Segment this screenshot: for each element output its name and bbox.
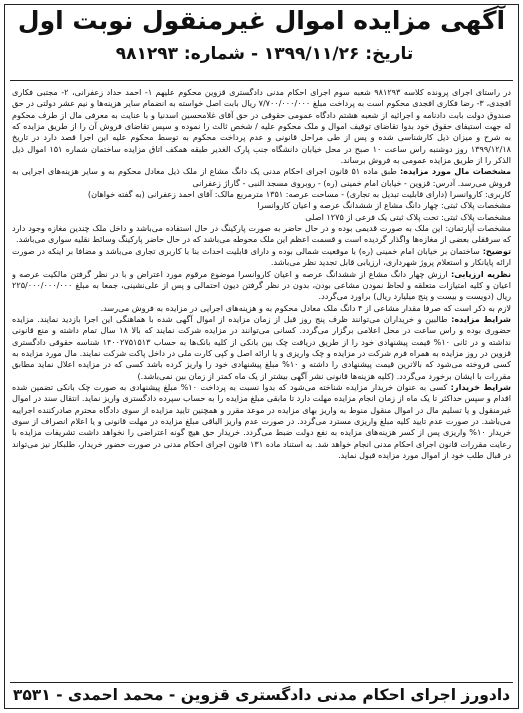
signature-line: دادورز اجرای احکام مدنی دادگستری قزوین - محمد احمدی - ۳۵۳۱ — [12, 686, 511, 704]
valuation-paragraph — [12, 269, 511, 303]
note-text: ساختمان بر خیابان امام خمینی (ره) با موقعیت شمالی بوده و دارای قابلیت احداث بنا با کاربری تجاری می‌باشد و مضافا بر اینکه در صورت ارائه پایانکار و استعلام پروژ شهرداری، ارزیابی قابل تجدید نظر می‌باشد. — [12, 245, 511, 268]
usage-line: کاربری: کاروانسرا (دارای قابلیت تبدیل به تجاری) - مساحت عرصه: ۱۳۵۱ مترمربع مالک: آقای احمد زعفرانی (به گفته خواهان) — [87, 189, 511, 200]
notice-title: آگهی مزایده اموال غیرمنقول نوبت اول — [17, 6, 506, 35]
valuation-heading: نظریه ارزیابی: — [450, 268, 511, 279]
intro-paragraph: در راستای اجرای پرونده کلاسه ۹۸۱۲۹۳ شعبه سوم اجرای احکام مدنی دادگستری قزوین محکوم علیهم ۱- احمد حداد زعفرانی، ۲- مجتبی فکاری افجدی، ۳- رضا فکاری افجدی محکوم است به پرداخت مبلغ ۷/۷۰۰/۰۰۰/۰۰۰ ریال بابت اصل خواسته به انضمام سایر هزینه‌ها و نیم عشر دولتی در حق صندوق دولت بابت دادنامه و اجرائیه از شعبه هشتم دادگاه عمومی حقوقی در حق آقای غلامحسین اسدنیا و با عنایت به معرفی مال از طرف محکوم له جهت استیفای حقوق خود بدوا تقاضای توقیف اموال و ملک محکوم علیه / شخص ثالث را نموده و سپس تقاضای فروش آن را از طریق مزایده که به شرح و میزان ذیل کارشناسی شده و پس از طی مراحل قانونی و عدم پرداخت محکوم به توسط محکوم علیه این اجرا قصد دارد در تاریخ ۱۳۹۹/۱۲/۱۸ روز دوشنبه راس ساعت ۱۰ صبح در محل خیابان دانشگاه جنب پارک الغدیر طبقه همکف اتاق مزایده ساختمان شماره ۱۵۱ اموال ذیل الذکر را از طریق مزایده عمومی به فروش برساند. — [12, 87, 511, 166]
remark-paragraph: لازم به ذکر است که صرفا مقدار مشاعی از ۴ دانگ ملک معادل محکوم به و هزینه‌های اجرایی در مزایده به فروش می‌رسد. — [100, 302, 511, 313]
terms-paragraph — [12, 314, 511, 382]
note-paragraph — [12, 246, 511, 269]
property-spec-heading: مشخصات مال مورد مزایده: — [399, 166, 511, 177]
terms-text: طالبین و خریداران می‌توانند ظرف پنج روز قبل از زمان مزایده از اموال آگهی شده با هماهنگی این اجرا بازدید نمایند. مزایده حضوری بوده و راس ساعت در محل اعلامی برگزار می‌گردد. کسانی می‌توانند در مزایده شرکت نمایند که بالا ۱۸ سال تمام داشته و منع قانونی نداشته و در ثانی ۱۰% قیمت پیشنهادی خود را از طریق دریافت چک بین بانکی از کلیه بانک‌ها به حساب ۱۴۰۰۲۷۵۱۵۱۳ شناسه حقوقی دادگستری قزوین در روز مزایده به همراه فرم شرکت در مزایده و چک واریزی و یا ارائه اصل و کپی کارت ملی در داخل پاکت شرکت نمایند. مال مورد مزایده به کسی فروخته می‌شود که بالاترین قیمت پیشنهادی را داشته و ۱۰% مبلغ پیشنهادی خود را واریز کرده باشد کسی که در مزایده اعلال نماید مطابق مقررات با ایشان برخورد می‌گردد. (کلیه هزینه‌ها قانونی نشر آگهی بیشتر از یک ماه کمتر از زمان بین نمی‌باشد.) — [12, 313, 511, 381]
deed-line: مشخصات پلاک ثبتی: چهار دانگ مشاع از ششدانگ عرصه و اعیان کاروانسرا — [257, 200, 511, 211]
buyer-heading: شرایط خریدار: — [450, 381, 511, 392]
terms-heading: شرایط مزایده: — [451, 313, 511, 324]
notice-body — [12, 87, 511, 677]
note-heading: توضیح: — [482, 245, 511, 256]
property-spec-paragraph — [12, 166, 511, 189]
buyer-paragraph — [12, 382, 511, 461]
footer-divider — [10, 682, 513, 683]
buyer-text: کسی به عنوان خریدار مزایده شناخته می‌شود که بدوا نسبت به پرداخت ۱۰% مبلغ پیشنهادی به صورت چک بانکی تضمین شده اقدام و سپس حداکثر تا یک ماه از زمان انجام مزایده مهلت دارد تا مابقی مبلغ مزایده را به حساب سپرده دادگستری واریز نماید. انتقال سند در اموال غیرمنقول و یا تسلیم مال در اموال منقول منوط به واریز بهای مزایده در موعد مقرر و همچنین تایید مزایده از سوی دادگاه محترم صادرکننده اجراییه می‌باشد. در صورت عدم تایید کلیه مبلغ واریزی مسترد می‌گردد. در صورت عدم واریز الباقی مبلغ مزایده در مهلت قانونی و یا اعلام انصراف از سوی خریدار ۱۰% واریزی پس از کسر هزینه‌های مزایده به نفع دولت ضبط می‌گردد. خریدار حق هیچ گونه اعتراضی را نخواهد داشت تشریفات مزایده با رعایت مقررات قانون اجرای احکام مدنی انجام خواهد شد. به استناد ماده ۱۳۱ قانون اجرای احکام مدنی در صورت حضور خریدار، طلبکار نیز می‌تواند در قبال طلب خود از اموال مورد مزایده قبول نماید. — [12, 381, 511, 460]
apartment-paragraph: مشخصات آپارتمان: این ملک به صورت قدیمی بوده و در حال حاضر به صورت پارکینگ در حال استفاده می‌باشد و داخل ملک چندین مغازه وجود دارد که سرقفلی بعضی از مغازه‌ها واگذار گردیده است و قسمت اعظم این ملک محوطه می‌باشد که در حال حاضر پارکینگ وسائط نقلیه سواری می‌باشد. — [12, 223, 511, 245]
header-divider — [10, 80, 513, 81]
valuation-text: ارزش چهار دانگ مشاع از ششدانگ عرصه و اعیان کاروانسرا موضوع مرقوم مورد اعتراض و با در نظر گرفتن مالکیت عرصه و اعیان و کلیه امتیازات متعلقه و لحاظ نمودن مشاعی بودن، بدون در نظر گرفتن دیون احتمالی و پس از علی‌نشینی، جمعا به مبلغ ۲۲۵/۰۰۰/۰۰۰/۰۰۰ ریال (دویست و بیست و پنج میلیارد ریال) براورد می‌گردد. — [12, 268, 511, 302]
plot-line: مشخصات پلاک ثبتی: تحت پلاک ثبتی یک فرعی از ۱۲۷۵ اصلی — [305, 211, 511, 222]
property-spec-text: طبق ماده ۵۱ قانون اجرای احکام مدنی یک دانگ مشاع از ملک ذیل معادل محکوم به و سایر هزینه‌های اجرایی به فروش می‌رسد. آدرس: قزوین - خیابان امام خمینی (ره) - روبروی مسجد النبی - گاراژ زعفرانی — [12, 166, 511, 188]
date-and-number-line: تاریخ: ۱۳۹۹/۱۱/۲۶ - شماره: ۹۸۱۲۹۳ — [115, 44, 414, 64]
